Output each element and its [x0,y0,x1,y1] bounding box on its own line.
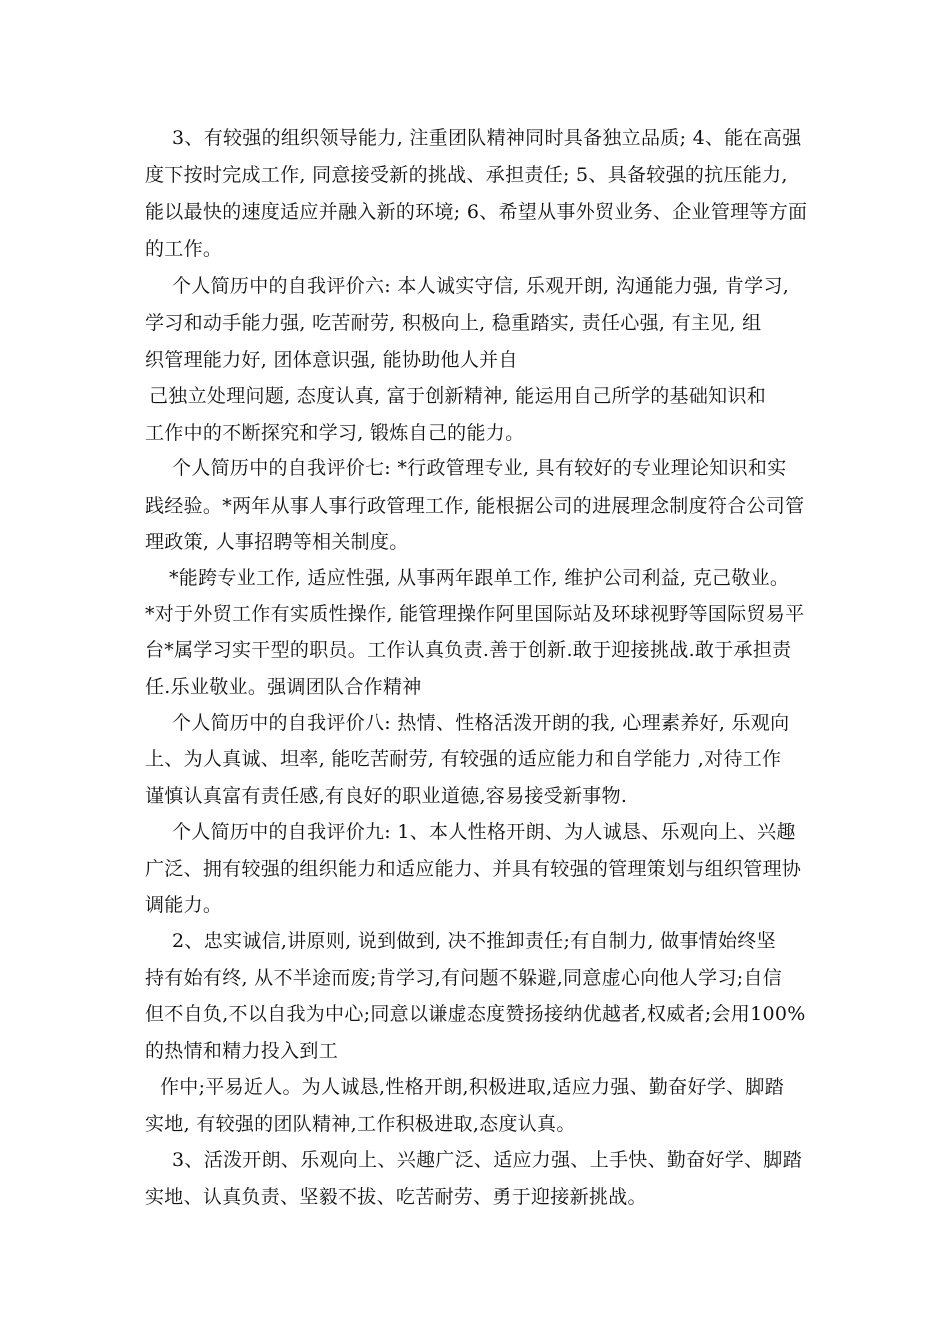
text-line: 理政策, 人事招聘等相关制度。 [145,531,409,553]
text-line: 的热情和精力投入到工 [145,1040,339,1062]
text-line: 上、为人真诚、坦率, 能吃苦耐劳, 有较强的适应能力和自学能力 ,对待工作 [145,748,782,770]
text-line: 台*属学习实干型的职员。工作认真负责.善于创新.敢于迎接挑战.敢于承担责 [145,639,792,661]
text-line: 调能力。 [145,894,223,916]
text-line: 个人简历中的自我评价六: 本人诚实守信, 乐观开朗, 沟通能力强, 肯学习, [172,275,790,297]
text-line: 织管理能力好, 团体意识强, 能协助他人并自 [145,349,518,371]
text-line: 3、有较强的组织领导能力, 注重团队精神同时具备独立品质; 4、能在高强 [172,127,802,149]
text-line: 工作中的不断探究和学习, 锻炼自己的能力。 [145,422,525,444]
text-line: 谨慎认真富有责任感,有良好的职业道德,容易接受新事物. [145,785,628,807]
text-line: 3、活泼开朗、乐观向上、兴趣广泛、适应力强、上手快、勤奋好学、脚踏 [172,1149,802,1171]
text-line: 实地, 有较强的团队精神,工作积极进取,态度认真。 [145,1113,576,1135]
text-line: 的工作。 [145,238,223,260]
text-line: 广泛、拥有较强的组织能力和适应能力、并具有较强的管理策划与组织管理协 [145,858,802,880]
text-line: 实地、认真负责、坚毅不拔、吃苦耐劳、勇于迎接新挑战。 [145,1186,647,1208]
text-line: 己独立处理问题, 态度认真, 富于创新精神, 能运用自己所学的基础知识和 [149,385,767,407]
text-line: 2、忠实诚信,讲原则, 说到做到, 决不推卸责任;有自制力, 做事情始终坚 [172,930,776,952]
text-line: 持有始有终, 从不半途而废;肯学习,有问题不躲避,同意虚心向他人学习;自信 [145,967,783,989]
text-line: 践经验。*两年从事人事行政管理工作, 能根据公司的进展理念制度符合公司管 [145,495,805,517]
text-line: *能跨专业工作, 适应性强, 从事两年跟单工作, 维护公司利益, 克己敬业。 [169,567,790,589]
text-line: 学习和动手能力强, 吃苦耐劳, 积极向上, 稳重踏实, 责任心强, 有主见, 组 [145,312,762,334]
text-line: 但不自负,不以自我为中心;同意以谦虚态度赞扬接纳优越者,权威者;会用100% [145,1003,806,1025]
text-line: 作中;平易近人。为人诚恳,性格开朗,积极进取,适应力强、勤奋好学、脚踏 [160,1076,785,1098]
text-line: 个人简历中的自我评价七: *行政管理专业, 具有较好的专业理论知识和实 [172,457,787,479]
text-line: 度下按时完成工作, 同意接受新的挑战、承担责任; 5、具备较强的抗压能力, [145,164,788,186]
text-line: 个人简历中的自我评价八: 热情、性格活泼开朗的我, 心理素养好, 乐观向 [172,712,790,734]
text-line: *对于外贸工作有实质性操作, 能管理操作阿里国际站及环球视野等国际贸易平 [145,603,805,625]
text-line: 能以最快的速度适应并融入新的环境; 6、希望从事外贸业务、企业管理等方面 [145,201,808,223]
text-line: 个人简历中的自我评价九: 1、本人性格开朗、为人诚恳、乐观向上、兴趣 [172,821,796,843]
text-line: 任.乐业敬业。强调团队合作精神 [145,676,422,698]
